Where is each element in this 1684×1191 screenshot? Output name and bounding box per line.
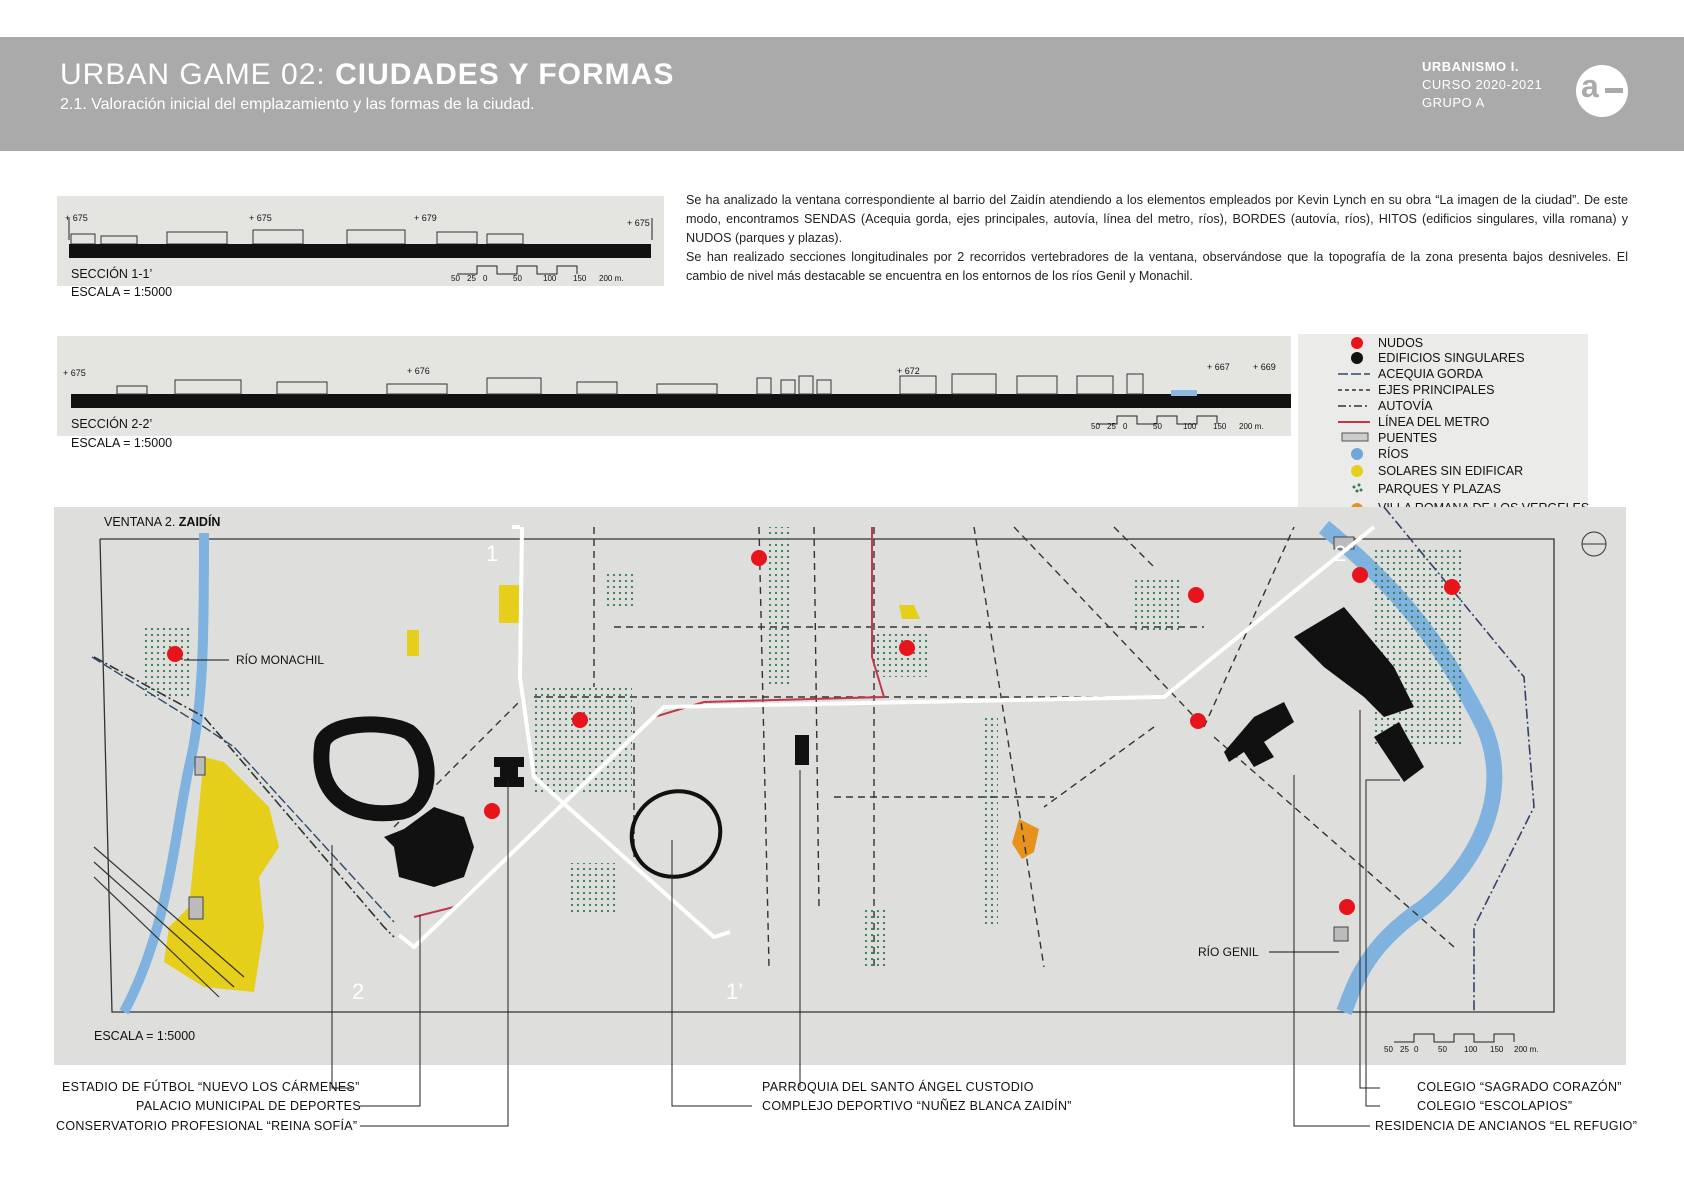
bridge [189,897,203,919]
callout-palacio: PALACIO MUNICIPAL DE DEPORTES [136,1099,361,1113]
label-rio-genil: RÍO GENIL [1198,945,1259,959]
section-1-scale-tick: 50 [513,274,522,283]
map-scale-tick: 0 [1414,1045,1419,1054]
map-scale-tick: 100 [1464,1045,1478,1054]
map-scale-tick: 50 [1438,1045,1447,1054]
bridge [1334,927,1348,941]
section-1-scale-tick: 0 [483,274,488,283]
callout-complejo: COMPLEJO DEPORTIVO “NUÑEZ BLANCA ZAIDÍN” [762,1099,1072,1113]
section-2-profile [57,336,1291,436]
legend-item-rios: RÍOS [1378,447,1409,461]
site-map [54,507,1626,1065]
legend-item-puentes: PUENTES [1378,431,1438,445]
section-2-scale-tick: 200 m. [1239,422,1264,431]
callout-residencia: RESIDENCIA DE ANCIANOS “EL REFUGIO” [1375,1119,1638,1133]
section-marker-2: 2 [352,979,365,1004]
section-1-scale-tick: 100 [543,274,557,283]
section-2-level-1: + 675 [63,368,86,378]
window-prefix: VENTANA 2. [104,515,179,529]
logo-letter: a [1581,68,1599,104]
window-name: ZAIDÍN [178,515,221,529]
section-2-level-4: + 667 [1207,362,1230,372]
description-text [686,191,1628,286]
callout-escolapios: COLEGIO “ESCOLAPIOS” [1417,1099,1573,1113]
section-2-level-2: + 676 [407,366,430,376]
page-title [60,58,674,92]
estadio-building [321,724,426,813]
callout-sagrado: COLEGIO “SAGRADO CORAZÓN” [1417,1080,1622,1094]
section-1-scale-tick: 200 m. [599,274,624,283]
section-1-level-4: + 675 [627,218,650,228]
course-year: CURSO 2020-2021 [1422,77,1543,92]
window-title [104,515,220,529]
solar-area-4 [899,605,920,619]
section-1-level-1: + 675 [65,213,88,223]
bridge [195,757,205,775]
callout-estadio: ESTADIO DE FÚTBOL “NUEVO LOS CÁRMENES” [62,1080,360,1094]
page-subtitle: 2.1. Valoración inicial del emplazamiento y las formas de la ciudad. [60,96,535,113]
legend-items [1298,334,1588,524]
conservatorio-building [494,757,524,787]
legend-item-ejes: EJES PRINCIPALES [1378,383,1495,397]
logo [1576,65,1628,117]
label-rio-monachil: RÍO MONACHIL [236,653,325,667]
title-bold: CIUDADES Y FORMAS [335,58,675,91]
section-2-scale-tick: 50 [1153,422,1162,431]
course-group: GRUPO A [1422,95,1485,110]
description-paragraph-1: Se ha analizado la ventana correspondiente al barrio del Zaidín atendiendo a los elementos empleados por Kevin Lynch en su obra “La imagen de la ciudad”. De este modo, encontramos SENDAS (Acequia gorda, ejes principales, autovía, línea del metro, ríos), BORDES (autovía, ríos), HITOS (edificios singulares, villa romana) y NUDOS (parques y plazas). [686,193,1628,245]
title-light: URBAN GAME 02: [60,58,336,91]
section-marker-1: 1 [486,541,499,566]
park-area [604,571,634,609]
section-marker-2p: 2’ [1334,541,1352,566]
park-area [532,687,632,792]
park-area [1374,547,1464,747]
section-2-scale-tick: 0 [1123,422,1128,431]
map-scale-tick: 25 [1400,1045,1409,1054]
park-area [569,863,619,913]
legend-item-acequia: ACEQUIA GORDA [1378,367,1483,381]
park-area [984,717,998,927]
map-drawing [54,507,1626,1065]
callout-conservatorio: CONSERVATORIO PROFESIONAL “REINA SOFÍA” [56,1119,358,1133]
park-area [769,527,791,687]
legend-item-solares: SOLARES SIN EDIFICAR [1378,464,1524,478]
section-1-label: SECCIÓN 1-1’ [71,267,153,281]
map-scale-tick: 200 m. [1514,1045,1539,1054]
description-paragraph-2: Se han realizado secciones longitudinales por 2 recorridos vertebradores de la ventana, observándose que la topografía de la zona presenta bajos desniveles. El cambio de nivel más destacable se encuentra en los entornos de los ríos Genil y Monachil. [686,250,1628,283]
section-marker-1p: 1’ [726,979,744,1004]
course-name: URBANISMO I. [1422,59,1519,74]
legend-item-autovia: AUTOVÍA [1378,399,1433,413]
legend-item-nudos: NUDOS [1378,336,1424,350]
section-2-scale-tick: 50 [1091,422,1100,431]
map-scale-tick: 150 [1490,1045,1504,1054]
park-area [1134,577,1179,632]
park-area [874,632,929,677]
park-area [864,907,888,967]
map-scale-tick: 50 [1384,1045,1393,1054]
legend-item-parques: PARQUES Y PLAZAS [1378,482,1501,496]
parroquia-building [795,735,809,765]
section-2-level-3: + 672 [897,366,920,376]
section-1-level-2: + 675 [249,213,272,223]
solar-area-3 [407,630,419,656]
logo-dash [1605,88,1623,93]
section-1-level-3: + 679 [414,213,437,223]
legend-item-metro: LÍNEA DEL METRO [1378,415,1490,429]
section-2-drawing [57,336,1291,436]
section-2-scale: ESCALA = 1:5000 [71,436,173,450]
callout-parroquia: PARROQUIA DEL SANTO ÁNGEL CUSTODIO [762,1080,1034,1094]
section-2-level-5: + 669 [1253,362,1276,372]
section-1-scale-tick: 50 [451,274,460,283]
section-2-scale-tick: 25 [1107,422,1116,431]
section-1-scale-tick: 25 [467,274,476,283]
course-info [1422,58,1542,112]
section-2-label: SECCIÓN 2-2’ [71,417,153,431]
section-2-scale-tick: 150 [1213,422,1227,431]
section-1-scale-tick: 150 [573,274,587,283]
legend-item-edificios: EDIFICIOS SINGULARES [1378,351,1525,365]
section-1-scale: ESCALA = 1:5000 [71,285,173,299]
park-area [144,627,189,697]
map-scale-label: ESCALA = 1:5000 [94,1029,196,1043]
section-2-scale-tick: 100 [1183,422,1197,431]
residencia-building [1224,702,1294,767]
solar-area-2 [499,585,519,623]
